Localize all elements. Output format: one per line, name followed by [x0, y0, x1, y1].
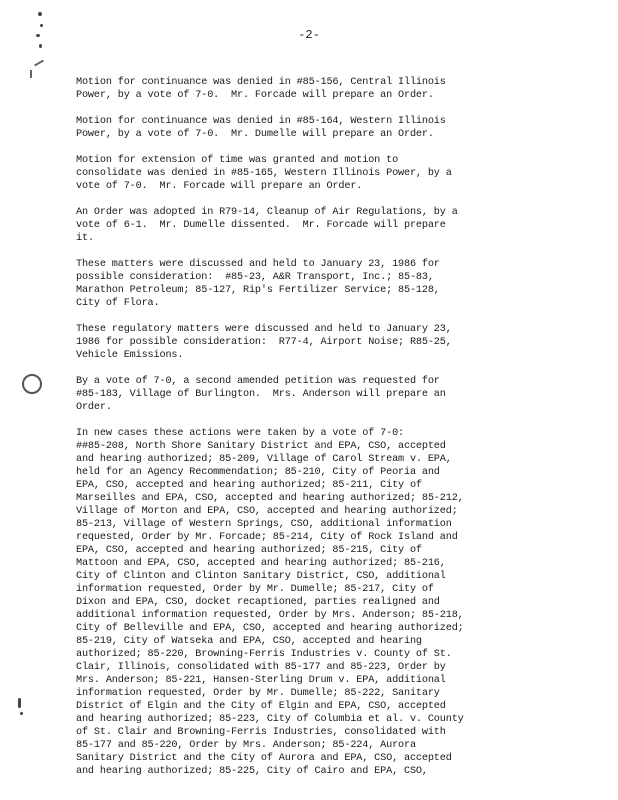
text-line: information requested, Order by Mr. Dumelle; 85-217, City of	[76, 584, 434, 595]
scan-mark	[30, 70, 32, 78]
scan-speck	[20, 712, 23, 715]
text-line: and hearing authorized; 85-209, Village of Carol Stream v. EPA,	[76, 454, 452, 465]
text-line: These regulatory matters were discussed and held to January 23,	[76, 324, 452, 335]
text-line: #85-183, Village of Burlington. Mrs. Anderson will prepare an	[76, 389, 446, 400]
text-line: Order.	[76, 402, 112, 413]
text-line: Mrs. Anderson; 85-221, Hansen-Sterling Drum v. EPA, additional	[76, 675, 446, 686]
text-line: These matters were discussed and held to January 23, 1986 for	[76, 259, 440, 270]
text-line: Village of Morton and EPA, CSO, accepted and hearing authorized;	[76, 506, 458, 517]
text-line: Clair, Illinois, consolidated with 85-177 and 85-223, Order by	[76, 662, 446, 673]
text-line: Mattoon and EPA, CSO, accepted and hearing authorized; 85-216,	[76, 558, 446, 569]
document-body	[76, 76, 536, 778]
text-line: Power, by a vote of 7-0. Mr. Dumelle will prepare an Order.	[76, 129, 434, 140]
text-line: vote of 6-1. Mr. Dumelle dissented. Mr. Forcade will prepare	[76, 220, 446, 231]
text-line: it.	[76, 233, 94, 244]
text-line: By a vote of 7-0, a second amended petition was requested for	[76, 376, 440, 387]
text-line: vote of 7-0. Mr. Forcade will prepare an Order.	[76, 181, 363, 192]
text-line: City of Flora.	[76, 298, 160, 309]
text-line: City of Belleville and EPA, CSO, accepted and hearing authorized;	[76, 623, 464, 634]
text-line: Marseilles and EPA, CSO, accepted and hearing authorized; 85-212,	[76, 493, 464, 504]
text-line: ##85-208, North Shore Sanitary District and EPA, CSO, accepted	[76, 441, 446, 452]
scan-speck	[18, 698, 21, 708]
text-line: EPA, CSO, accepted and hearing authorized; 85-215, City of	[76, 545, 422, 556]
text-line: Dixon and EPA, CSO, docket recaptioned, parties realigned and	[76, 597, 440, 608]
text-line: Marathon Petroleum; 85-127, Rip's Fertilizer Service; 85-128,	[76, 285, 440, 296]
paragraph	[76, 375, 536, 414]
text-line: Motion for extension of time was granted and motion to	[76, 155, 399, 166]
scan-speck	[40, 24, 43, 27]
text-line: 1986 for possible consideration: R77-4, Airport Noise; R85-25,	[76, 337, 452, 348]
text-line: Vehicle Emissions.	[76, 350, 184, 361]
page-number: -2-	[298, 28, 320, 42]
paragraph	[76, 206, 536, 245]
text-line: Motion for continuance was denied in #85-156, Central Illinois	[76, 77, 446, 88]
text-line: requested, Order by Mr. Forcade; 85-214, City of Rock Island and	[76, 532, 458, 543]
text-line: held for an Agency Recommendation; 85-210, City of Peoria and	[76, 467, 440, 478]
text-line: 85-177 and 85-220, Order by Mrs. Anderson; 85-224, Aurora	[76, 740, 416, 751]
text-line: consolidate was denied in #85-165, Western Illinois Power, by a	[76, 168, 452, 179]
text-line: Sanitary District and the City of Aurora and EPA, CSO, accepted	[76, 753, 452, 764]
paragraph	[76, 427, 536, 778]
text-line: Power, by a vote of 7-0. Mr. Forcade will prepare an Order.	[76, 90, 434, 101]
paragraph	[76, 154, 536, 193]
paragraph	[76, 258, 536, 310]
text-line: of St. Clair and Browning-Ferris Industries, consolidated with	[76, 727, 446, 738]
text-line: possible consideration: #85-23, A&R Transport, Inc.; 85-83,	[76, 272, 434, 283]
text-line: authorized; 85-220, Browning-Ferris Industries v. County of St.	[76, 649, 452, 660]
text-line: An Order was adopted in R79-14, Cleanup of Air Regulations, by a	[76, 207, 458, 218]
text-line: In new cases these actions were taken by a vote of 7-0:	[76, 428, 404, 439]
text-line: Motion for continuance was denied in #85-164, Western Illinois	[76, 116, 446, 127]
paragraph	[76, 76, 536, 102]
text-line: 85-219, City of Watseka and EPA, CSO, accepted and hearing	[76, 636, 422, 647]
scan-speck	[39, 44, 42, 48]
paragraph	[76, 115, 536, 141]
paragraph	[76, 323, 536, 362]
text-line: and hearing authorized; 85-223, City of Columbia et al. v. County	[76, 714, 464, 725]
text-line: 85-213, Village of Western Springs, CSO, additional information	[76, 519, 452, 530]
text-line: and hearing authorized; 85-225, City of Cairo and EPA, CSO,	[76, 766, 428, 777]
scan-speck	[38, 12, 42, 16]
text-line: District of Elgin and the City of Elgin and EPA, CSO, accepted	[76, 701, 446, 712]
text-line: EPA, CSO, accepted and hearing authorized; 85-211, City of	[76, 480, 422, 491]
punch-hole-mark	[22, 374, 42, 394]
text-line: City of Clinton and Clinton Sanitary District, CSO, additional	[76, 571, 446, 582]
scan-mark	[34, 60, 44, 67]
text-line: additional information requested, Order by Mrs. Anderson; 85-218,	[76, 610, 464, 621]
text-line: information requested, Order by Mr. Dumelle; 85-222, Sanitary	[76, 688, 440, 699]
